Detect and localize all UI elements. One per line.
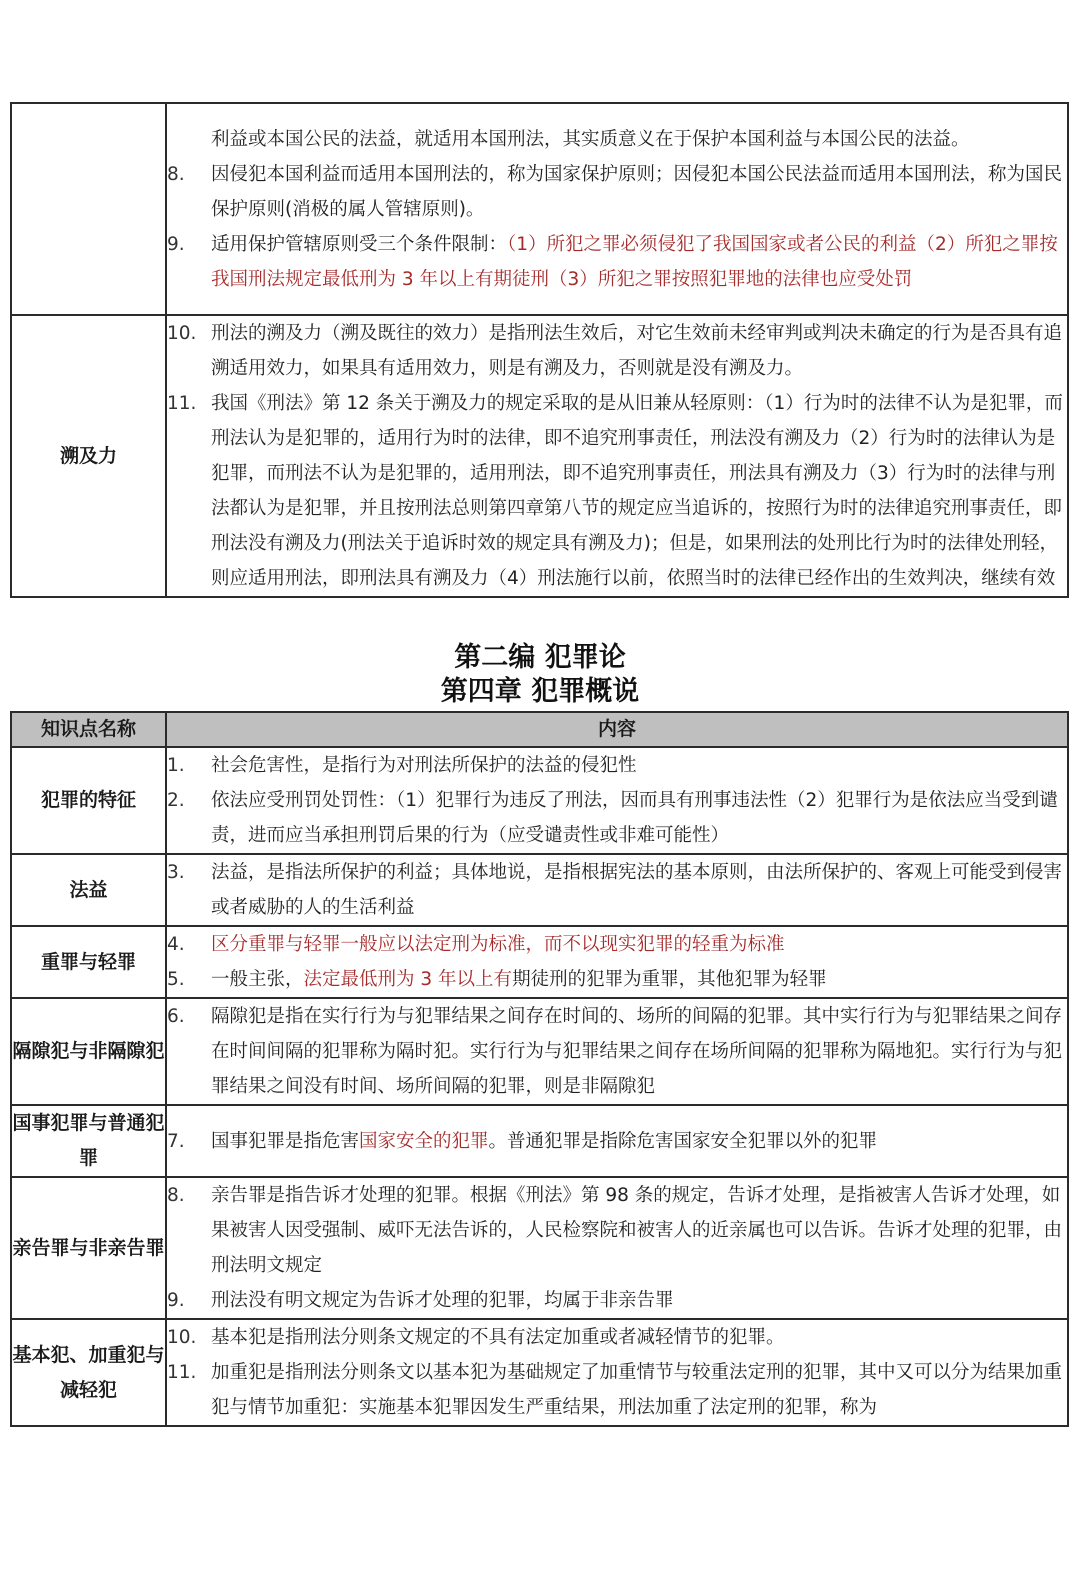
item-number: 8.	[167, 1185, 185, 1206]
part-heading: 第二编 犯罪论	[454, 642, 626, 673]
table-header-row	[11, 712, 1068, 747]
table-row	[11, 1319, 1068, 1426]
list-item	[167, 122, 1067, 157]
table-row	[11, 854, 1068, 926]
list-item	[167, 227, 1067, 297]
item-number: 2.	[167, 790, 185, 811]
list-item	[167, 783, 1067, 853]
list-item	[167, 1355, 1067, 1425]
list-item	[167, 1283, 1067, 1318]
topic-name-cell	[11, 103, 166, 315]
content-cell	[166, 926, 1068, 998]
item-number: 11.	[167, 1362, 197, 1383]
column-header-name: 知识点名称	[11, 712, 166, 747]
item-text: 刑法没有明文规定为告诉才处理的犯罪，均属于非亲告罪	[211, 1290, 674, 1311]
item-number: 6.	[167, 1006, 185, 1027]
item-number: 9.	[167, 233, 185, 255]
topic-name-cell: 法益	[11, 854, 166, 926]
chapter-heading: 第四章 犯罪概说	[440, 676, 640, 707]
list-item	[167, 1320, 1067, 1355]
item-text: 一般主张，法定最低刑为 3 年以上有期徒刑的犯罪为重罪，其他犯罪为轻罪	[211, 969, 827, 990]
content-cell	[166, 998, 1068, 1105]
content-cell	[166, 747, 1068, 854]
criminal-law-table-continued	[10, 102, 1069, 598]
item-number: 9.	[167, 1290, 185, 1311]
item-text: 隔隙犯是指在实行行为与犯罪结果之间存在时间的、场所的间隔的犯罪。其中实行行为与犯罪结果之间存在时间间隔的犯罪称为隔时犯。实行行为与犯罪结果之间存在场所间隔的犯罪称为隔地犯。实行行为与犯罪结果之间没有时间、场所间隔的犯罪，则是非隔隙犯	[211, 1006, 1063, 1097]
item-number: 3.	[167, 862, 185, 883]
table-row	[11, 1177, 1068, 1319]
highlighted-text: 法定最低刑为 3 年以上有	[303, 969, 513, 990]
table-row	[11, 1105, 1068, 1177]
column-header-content: 内容	[166, 712, 1068, 747]
list-item	[167, 386, 1067, 596]
item-text: 亲告罪是指告诉才处理的犯罪。根据《刑法》第 98 条的规定，告诉才处理，是指被害人告诉才处理，如果被害人因受强制、威吓无法告诉的，人民检察院和被害人的近亲属也可以告诉。告诉才处理的犯罪，由刑法明文规定	[211, 1185, 1063, 1276]
table-row	[11, 747, 1068, 854]
list-item	[167, 1178, 1067, 1283]
item-number: 8.	[167, 163, 185, 185]
item-number: 10.	[167, 1327, 197, 1348]
content-cell	[166, 1319, 1068, 1426]
content-cell	[166, 1177, 1068, 1319]
list-item	[167, 962, 1067, 997]
item-number: 1.	[167, 755, 185, 776]
item-number: 5.	[167, 969, 185, 990]
topic-name-cell: 基本犯、加重犯与减轻犯	[11, 1319, 166, 1426]
item-text: 依法应受刑罚处罚性：（1）犯罪行为违反了刑法，因而具有刑事违法性（2）犯罪行为是依法应当受到谴责，进而应当承担刑罚后果的行为（应受谴责性或非难可能性）	[211, 790, 1058, 846]
table-row	[11, 315, 1068, 597]
table-row	[11, 998, 1068, 1105]
highlighted-text: 区分重罪与轻罪一般应以法定刑为标准，而不以现实犯罪的轻重为标准	[211, 934, 785, 955]
list-item	[167, 999, 1067, 1104]
list-item	[167, 855, 1067, 925]
topic-name-cell: 溯及力	[11, 315, 166, 597]
crime-overview-table	[10, 711, 1069, 1427]
item-text: 因侵犯本国利益而适用本国刑法的，称为国家保护原则；因侵犯本国公民法益而适用本国刑法，称为国民保护原则(消极的属人管辖原则)。	[211, 163, 1063, 220]
item-text: 基本犯是指刑法分则条文规定的不具有法定加重或者减轻情节的犯罪。	[211, 1327, 785, 1348]
item-text: 利益或本国公民的法益，就适用本国刑法，其实质意义在于保护本国利益与本国公民的法益。	[211, 128, 970, 150]
table-row	[11, 926, 1068, 998]
list-item	[167, 316, 1067, 386]
item-number: 10.	[167, 323, 197, 344]
highlighted-text: 国家安全的犯罪	[359, 1130, 489, 1152]
list-item	[167, 157, 1067, 227]
item-text: 法益，是指法所保护的利益；具体地说，是指根据宪法的基本原则，由法所保护的、客观上可能受到侵害或者威胁的人的生活利益	[211, 862, 1063, 918]
item-text: 适用保护管辖原则受三个条件限制：（1）所犯之罪必须侵犯了我国国家或者公民的利益（2）所犯之罪按我国刑法规定最低刑为 3 年以上有期徒刑（3）所犯之罪按照犯罪地的法律也应受处罚	[211, 233, 1058, 290]
list-item	[167, 927, 1067, 962]
topic-name-cell: 犯罪的特征	[11, 747, 166, 854]
content-cell	[166, 1105, 1068, 1177]
item-number: 7.	[167, 1130, 185, 1152]
topic-name-cell: 亲告罪与非亲告罪	[11, 1177, 166, 1319]
item-number: 4.	[167, 934, 185, 955]
topic-name-cell: 国事犯罪与普通犯罪	[11, 1105, 166, 1177]
highlighted-text: （1）所犯之罪必须侵犯了我国国家或者公民的利益（2）所犯之罪按我国刑法规定最低刑为 3 年以上有期徒刑（3）所犯之罪按照犯罪地的法律也应受处罚	[211, 233, 1058, 290]
table-row	[11, 103, 1068, 315]
item-text: 社会危害性，是指行为对刑法所保护的法益的侵犯性	[211, 755, 637, 776]
list-item	[167, 1124, 1067, 1159]
content-cell	[166, 103, 1068, 315]
item-number: 11.	[167, 393, 197, 414]
item-text: 国事犯罪是指危害国家安全的犯罪。普通犯罪是指除危害国家安全犯罪以外的犯罪	[211, 1130, 878, 1152]
content-cell	[166, 854, 1068, 926]
item-text: 刑法的溯及力（溯及既往的效力）是指刑法生效后，对它生效前未经审判或判决未确定的行为是否具有追溯适用效力，如果具有适用效力，则是有溯及力，否则就是没有溯及力。	[211, 323, 1063, 379]
item-text: 加重犯是指刑法分则条文以基本犯为基础规定了加重情节与较重法定刑的犯罪，其中又可以分为结果加重犯与情节加重犯：实施基本犯罪因发生严重结果，刑法加重了法定刑的犯罪，称为	[211, 1362, 1063, 1418]
topic-name-cell: 隔隙犯与非隔隙犯	[11, 998, 166, 1105]
content-cell	[166, 315, 1068, 597]
item-text: 我国《刑法》第 12 条关于溯及力的规定采取的是从旧兼从轻原则：（1）行为时的法律不认为是犯罪，而刑法认为是犯罪的，适用行为时的法律，即不追究刑事责任，刑法没有溯及力（2）行为时的法律认为是犯罪，而刑法不认为是犯罪的，适用刑法，即不追究刑事责任，刑法具有溯及力（3）行为时的法律与刑法都认为是犯罪，并且按刑法总则第四章第八节的规定应当追诉的，按照行为时的法律追究刑事责任，即刑法没有溯及力(刑法关于追诉时效的规定具有溯及力)；但是，如果刑法的处刑比行为时的法律处刑轻，则应适用刑法，即刑法具有溯及力（4）刑法施行以前，依照当时的法律已经作出的生效判决，继续有效	[211, 393, 1063, 589]
list-item	[167, 748, 1067, 783]
topic-name-cell: 重罪与轻罪	[11, 926, 166, 998]
